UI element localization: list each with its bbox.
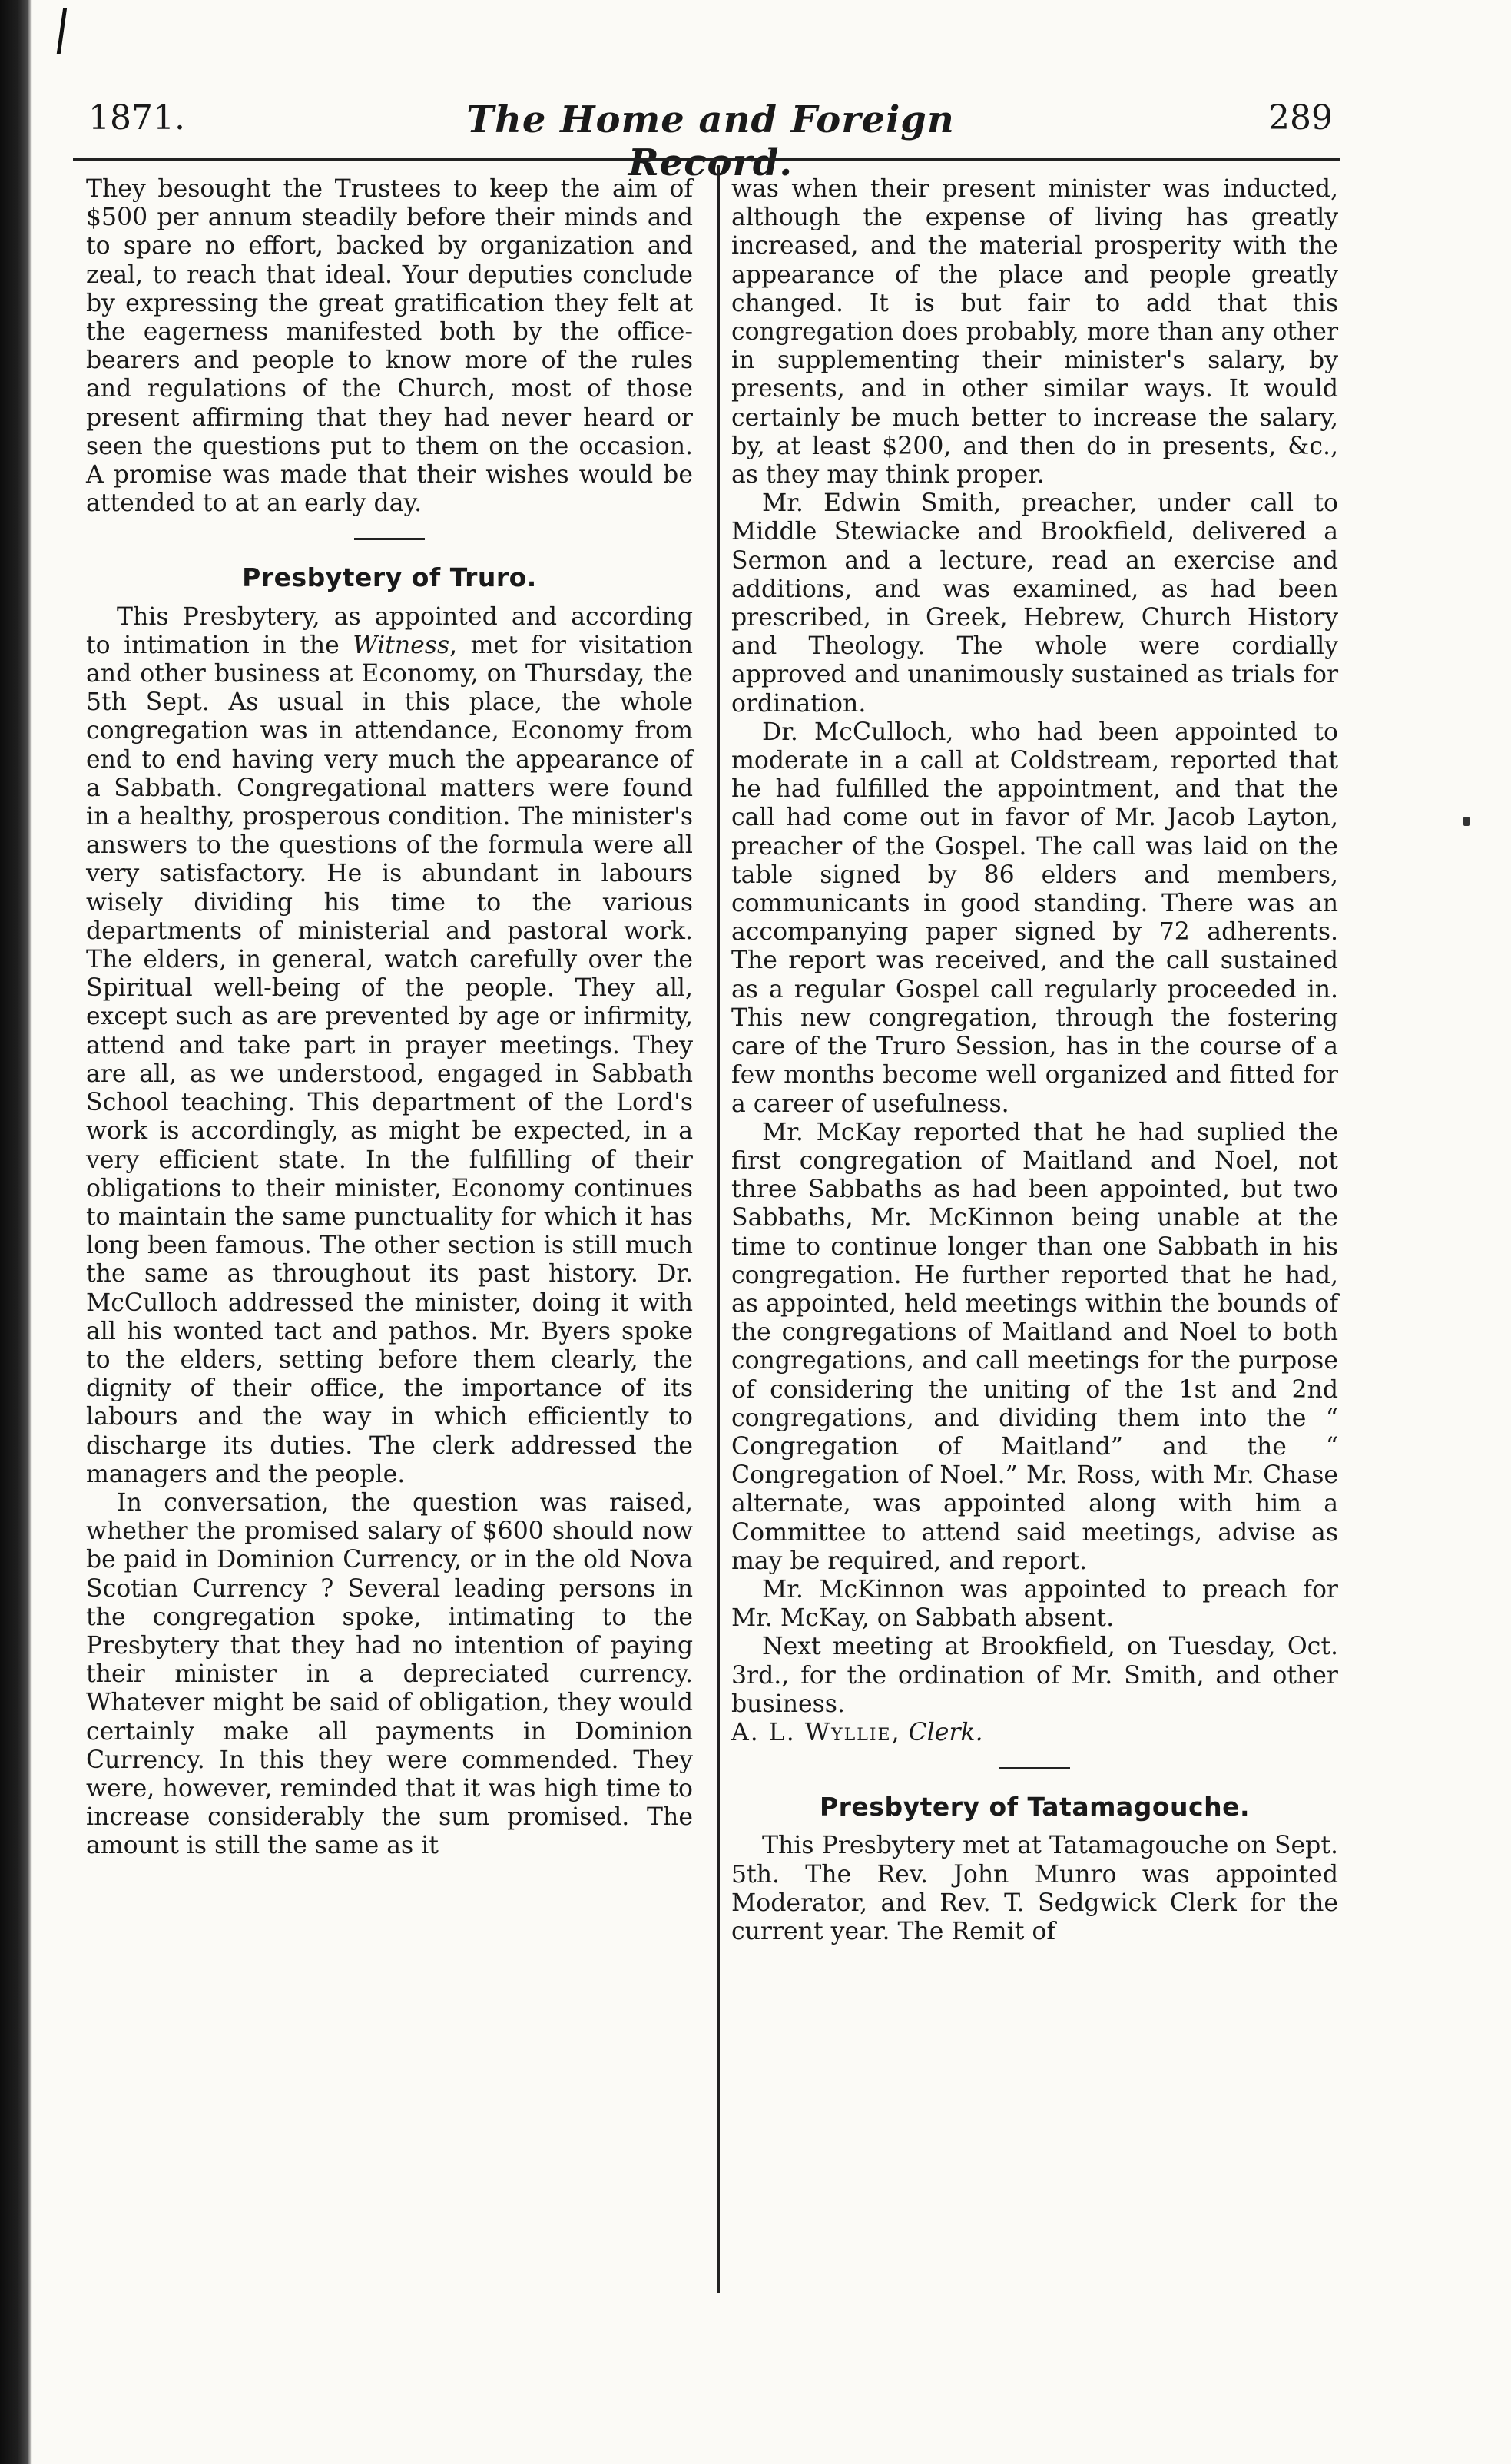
paragraph: Mr. McKinnon was appointed to preach for Mr. McKay, on Sabbath absent. (731, 1575, 1338, 1633)
paragraph: Dr. McCulloch, who had been appointed to moderate in a call at Coldstream, reported that he had fulfilled the appointment, and that the call had come out in favor of Mr. Jacob Layton, preacher of the Gospel. The call was laid on the table signed by 86 elders and members, communicants in good standing. There was an accompanying paper signed by 72 adherents. The report was received, and the call sustained as a regular Gospel call regularly proceeded in. This new congregation, through the fostering care of the Truro Session, has in the course of a few months become well organized and fitted for a career of usefulness. (731, 718, 1338, 1118)
paragraph-text: This Presbytery, as appointed and according to intimation in the (86, 602, 693, 659)
margin-mark (57, 8, 71, 54)
header-year: 1871. (88, 98, 185, 138)
left-column (86, 175, 693, 1861)
paragraph-text: , met for visitation and other business at Economy, on Thursday, the 5th Sept. As usual in this place, the whole congregation was in attendance, Economy from end to end having very much the appearance of a Sabbath. Congregational matters were found in a healthy, prosperous condition. The minister's answers to the questions of the formula were all very satisfactory. He is abundant in labours wisely dividing his time to the various departments of ministerial and pastoral work. The elders, in general, watch carefully over the Spiritual well-being of the people. They all, except such as are prevented by age or infirmity, attend and take part in prayer meetings. They are all, as we understood, engaged in Sabbath School teaching. This department of the Lord's work is accordingly, as might be expected, in a very efficient state. In the fulfilling of their obligations to their minister, Economy continues to maintain the same punctuality for which it has long been famous. The other section is still much the same as throughout its past history. Dr. McCulloch addressed the minister, doing it with all his wonted tact and pathos. Mr. Byers spoke to the elders, setting before them clearly, the dignity of their office, the importance of its labours and the way in which efficiently to discharge its duties. The clerk addressed the managers and the people. (86, 631, 694, 1488)
header-title: The Home and Foreign Record. (466, 98, 955, 184)
column-divider (717, 165, 720, 2293)
header-rule (73, 158, 1340, 161)
clerk-signature (731, 1719, 1338, 1747)
signature-name: A. L. Wyllie, (731, 1718, 901, 1746)
paragraph: Next meeting at Brookfield, on Tuesday, Oct. 3rd., for the ordination of Mr. Smith, and other business. (731, 1633, 1338, 1718)
publication-name: Witness (353, 631, 450, 659)
margin-bullet (1463, 817, 1470, 826)
page-binding-edge (0, 0, 32, 2464)
paragraph: Mr. Edwin Smith, preacher, under call to Middle Stewiacke and Brookfield, delivered a Sermon and a lecture, read an exercise and additions, and was examined, as had been prescribed, in Greek, Hebrew, Church History and Theology. The whole were cordially approved and unanimously sustained as trials for ordination. (731, 489, 1338, 718)
section-divider (999, 1767, 1070, 1769)
right-column (731, 175, 1338, 1946)
page-header (88, 98, 1333, 184)
paragraph: was when their present minister was inducted, although the expense of living has greatly increased, and the material prosperity with the appearance of the place and people greatly changed. It is but fair to add that this congregation does probably, more than any other in supplementing their minister's salary, by presents, and in other similar ways. It would certainly be much better to increase the salary, by, at least $200, and then do in presents, &c., as they may think proper. (731, 175, 1338, 489)
header-page-number: 289 (1268, 98, 1333, 138)
paragraph: They besought the Trustees to keep the aim of $500 per annum steadily before their minds and to spare no effort, backed by organization and zeal, to reach that ideal. Your deputies conclude by expressing the great gratification they felt at the eagerness manifested both by the office-bearers and people to know more of the rules and regulations of the Church, most of those present affirming that they had never heard or seen the questions put to them on the occasion. A promise was made that their wishes would be attended to at an early day. (86, 175, 693, 518)
paragraph: In conversation, the question was raised, whether the promised salary of $600 should now be paid in Dominion Currency, or in the old Nova Scotian Currency ? Several leading persons in the congregation spoke, intimating to the Presbytery that they had no intention of paying their minister in a depreciated currency. Whatever might be said of obligation, they would certainly make all payments in Dominion Currency. In this they were commended. They were, however, reminded that it was high time to increase considerably the sum promised. The amount is still the same as it (86, 1488, 693, 1860)
section-title-truro: Presbytery of Truro. (242, 562, 537, 593)
paragraph: Mr. McKay reported that he had suplied the first congregation of Maitland and Noel, not three Sabbaths as had been appointed, but two Sabbaths, Mr. McKinnon being unable at the time to continue longer than one Sabbath in his congregation. He further reported that he had, as appointed, held meetings within the bounds of the congregations of Maitland and Noel to both congregations, and call meetings for the purpose of considering the uniting of the 1st and 2nd congregations, and dividing them into the “ Congregation of Maitland” and the “ Congregation of Noel.” Mr. Ross, with Mr. Chase alternate, was appointed along with him a Committee to attend said meetings, advise as may be required, and report. (731, 1118, 1338, 1575)
section-title-tatamagouche: Presbytery of Tatamagouche. (819, 1792, 1251, 1822)
paragraph (86, 603, 693, 1489)
signature-role: Clerk. (908, 1718, 983, 1746)
section-divider (354, 538, 425, 540)
paragraph: This Presbytery met at Tatamagouche on Sept. 5th. The Rev. John Munro was appointed Moderator, and Rev. T. Sedgwick Clerk for the current year. The Remit of (731, 1832, 1338, 1945)
